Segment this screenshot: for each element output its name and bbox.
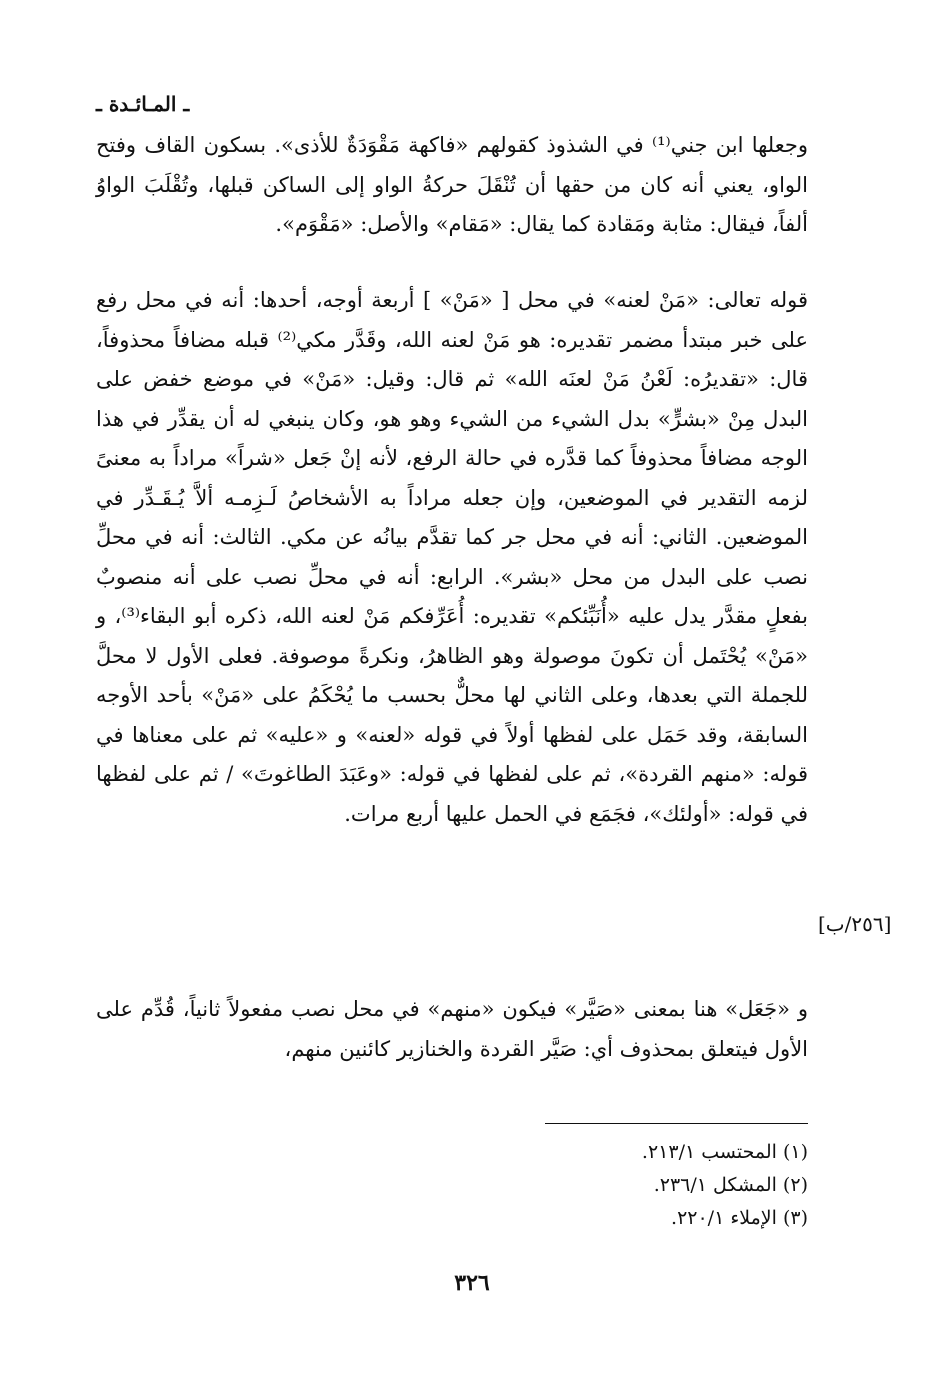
paragraph-text: قوله تعالى: «مَنْ لعنه» في محل [ «مَنْ» ] أربعة أوجه، أحدها: أنه في محل رفع على خبر مبتدأ مضمر تقديره: هو مَنْ لعنه الله، وقَدَّر مكي⁽²⁾ قبله مضافاً محذوفاً، قال: «تقديرُه: لَعْنُ مَنْ لعنَه الله» ثم قال: وقيل: «مَنْ» في موضع خفض على البدل مِنْ «بشرٍّ» بدل الشيء من الشيء وهو هو، وكان ينبغي له أن يقدِّر في هذا الوجه مضافاً محذوفاً كما قدَّره في حالة الرفع، لأنه إنْ جَعل «شراً» مراداً به معنىً لزمه التقدير في الموضعين، وإن جعله مراداً به الأشخاصُ لَـزِمـه ألاَّ يُـقَـدِّر في الموضعين. الثاني: أنه في محل جر كما تقدَّم بيانُه عن مكي. الثالث: أنه في محلِّ نصب على البدل من محل «بشر». الرابع: أنه في محلِّ نصب على أنه منصوبٌ بفعلٍ مقدَّر يدل عليه «أُنَبِّئكم» تقديره: أُعَرِّفكم مَنْ لعنه الله، ذكره أبو البقاء⁽³⁾، و «مَنْ» يُحْتَمل أن تكونَ موصولة وهو الظاهرُ، ونكرةً موصوفة. فعلى الأول لا محلَّ للجملة التي بعدها، وعلى الثاني لها محلٌّ بحسب ما يُحْكَمُ على «مَنْ» بأحد الأوجه السابقة، وقد حَمَل على لفظها أولاً في قوله «لعنه» و «عليه» ثم على معناها في قوله: «منهم القردة»، ثم على لفظها في قوله: «وعَبَدَ الطاغوتَ» / ثم على لفظها في قوله: «أولئك»، فجَمَع في الحمل عليها أربع مرات. [96,288,808,826]
footnotes-list [545,1136,808,1235]
footnote-separator [545,1123,808,1124]
footnote-3: (٣) الإملاء ٢٢٠/١. [671,1207,808,1229]
manuscript-folio-marker: [٢٥٦/ب] [818,912,892,936]
footnote-1: (١) المحتسب ٢١٣/١. [641,1141,808,1163]
page-number: ٣٢٦ [454,1270,490,1296]
footnote-2: (٢) المشكل ٢٣٦/١. [653,1174,808,1196]
body-paragraph-1 [96,126,808,245]
body-paragraph-3 [96,990,808,1069]
running-header: ـ المـائـدة ـ [96,92,190,116]
paragraph-text: وجعلها ابن جني⁽¹⁾ في الشذوذ كقولهم «فاكهة مَقْوَدَةٌ للأذى». بسكون القاف وفتح الواو، يعني أنه كان من حقها أن تُنْقَلَ حركةُ الواو إلى الساكن قبلها، وتُقْلَبَ الواوُ ألفاً، فيقال: مثابة ومَقادة كما يقال: «مَقام» والأصل: «مَقْوَم». [96,133,808,236]
body-paragraph-2 [96,281,808,834]
paragraph-text: و «جَعَل» هنا بمعنى «صَيَّر» فيكون «منهم» في محل نصب مفعولاً ثانياً، قُدِّم على الأول فيتعلق بمحذوف أي: صَيَّر القردة والخنازير كائنين منهم، [96,997,808,1061]
